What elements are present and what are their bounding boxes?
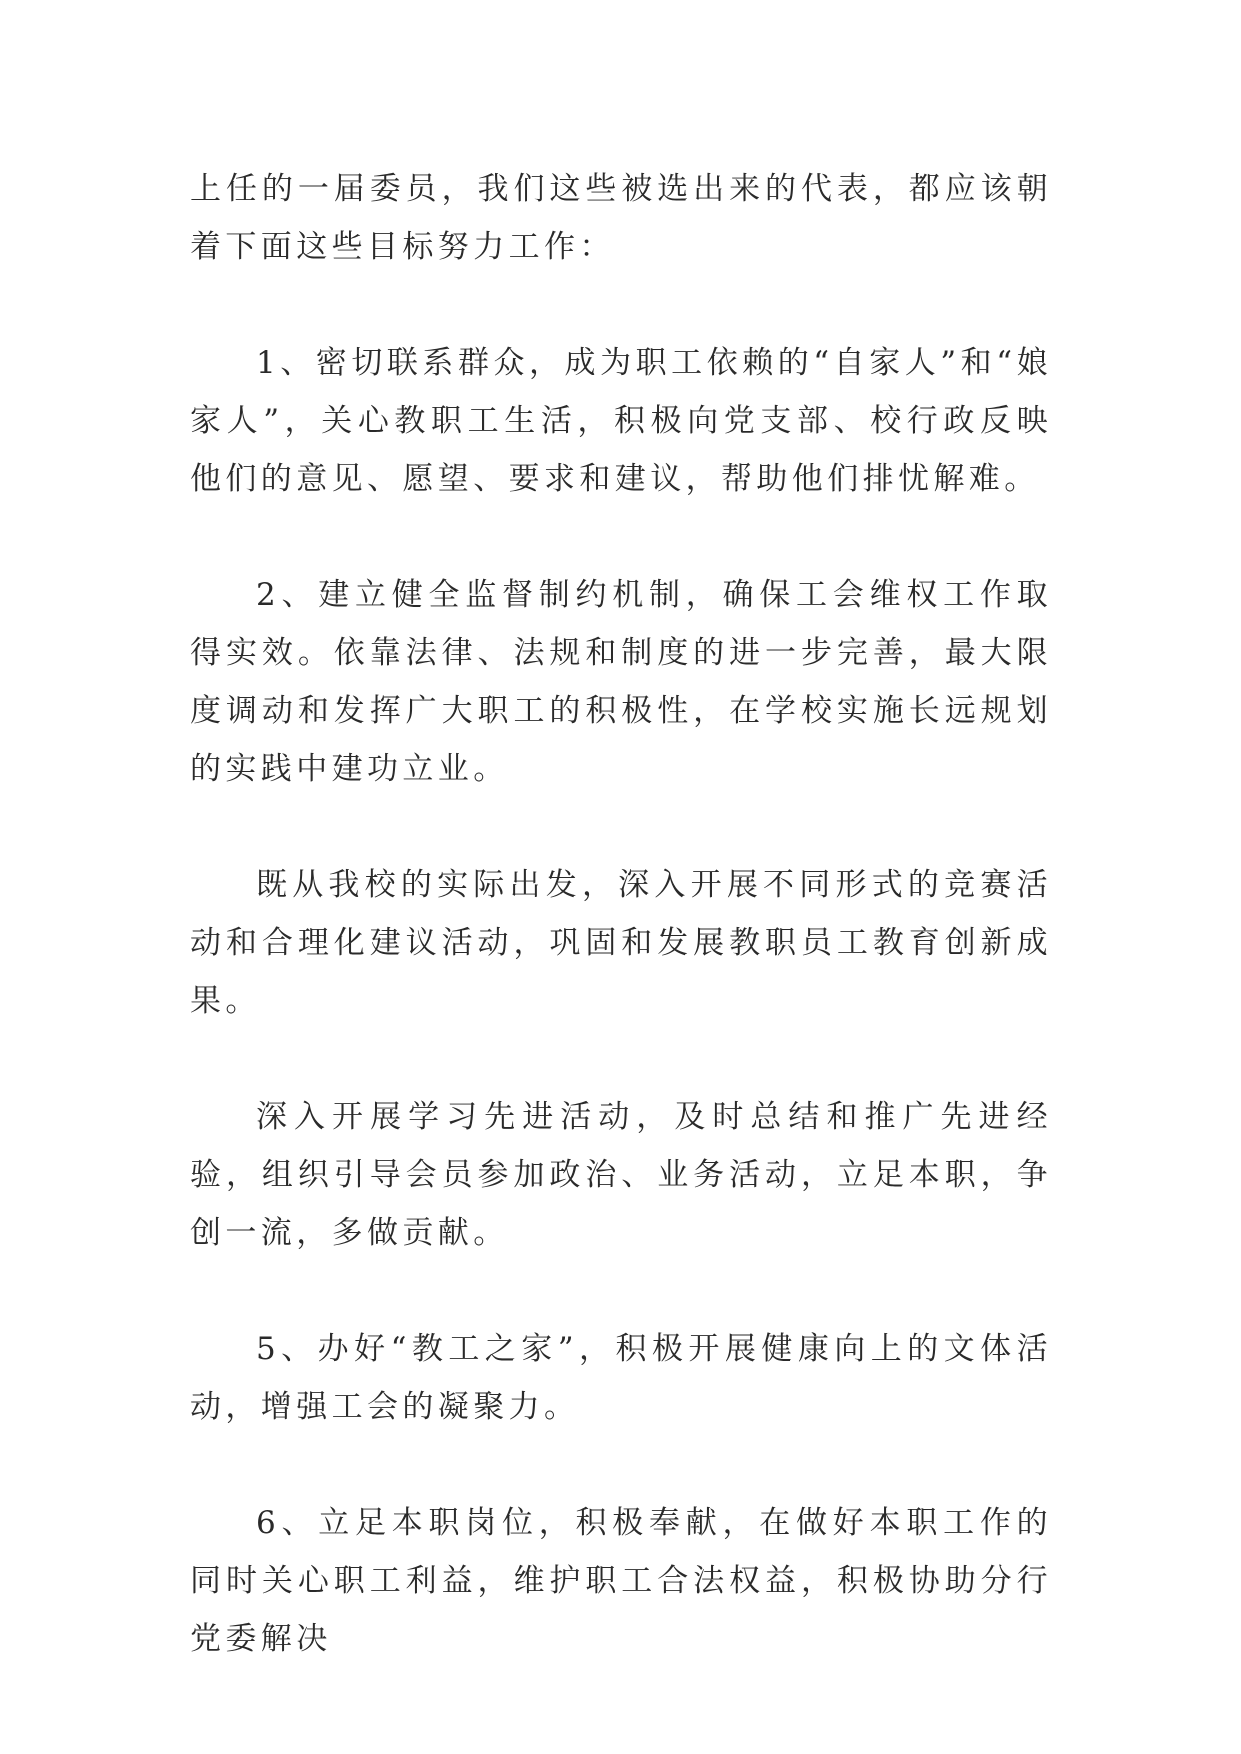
paragraph-intro: 上任的一届委员，我们这些被选出来的代表，都应该朝着下面这些目标努力工作： — [190, 171, 1052, 265]
paragraph-item-2: 2、建立健全监督制约机制，确保工会维权工作取得实效。依靠法律、法规和制度的进一步完善，最大限度调动和发挥广大职工的积极性，在学校实施长远规划的实践中建功立业。 — [190, 577, 1052, 787]
paragraph-item-3: 既从我校的实际出发，深入开展不同形式的竞赛活动和合理化建议活动，巩固和发展教职员工教育创新成果。 — [190, 867, 1052, 1019]
paragraph-item-4: 深入开展学习先进活动，及时总结和推广先进经验，组织引导会员参加政治、业务活动，立足本职，争创一流，多做贡献。 — [190, 1099, 1052, 1251]
document-body — [190, 160, 1052, 1726]
paragraph-item-1: 1、密切联系群众，成为职工依赖的“自家人”和“娘家人”，关心教职工生活，积极向党支部、校行政反映他们的意见、愿望、要求和建议，帮助他们排忧解难。 — [190, 345, 1052, 497]
paragraph-item-6: 6、立足本职岗位，积极奉献，在做好本职工作的同时关心职工利益，维护职工合法权益，积极协助分行党委解决 — [190, 1505, 1052, 1657]
paragraph-item-5: 5、办好“教工之家”，积极开展健康向上的文体活动，增强工会的凝聚力。 — [190, 1331, 1052, 1425]
